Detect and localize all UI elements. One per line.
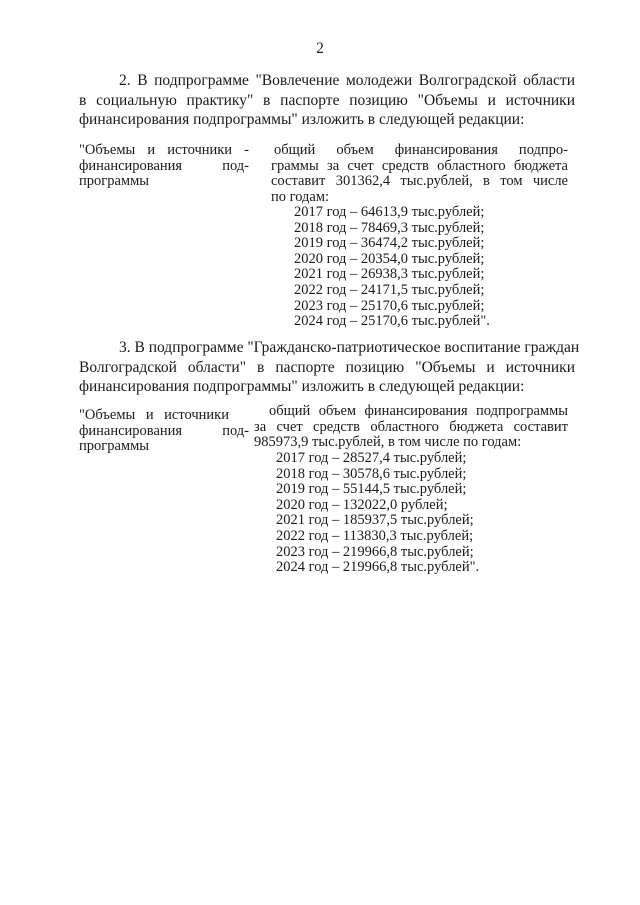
section-3-funding (254, 404, 568, 451)
year-amount: 2019 год – 55144,5 тыс.рублей; (276, 481, 467, 498)
section-2-funding-line: граммы за счет средств областного бюджета (271, 157, 568, 174)
section-2-funding (271, 143, 568, 205)
section-3-intro (79, 338, 580, 397)
section-2-funding-line: по годам: (271, 188, 330, 205)
year-amount: 2021 год – 26938,3 тыс.рублей; (294, 266, 485, 283)
year-amount: 2018 год – 78469,3 тыс.рублей; (294, 219, 485, 236)
year-amount: 2019 год – 36474,2 тыс.рублей; (294, 235, 485, 252)
section-3-years (276, 451, 566, 576)
section-3-label (79, 408, 249, 455)
year-amount: 2020 год – 132022,0 рублей; (276, 496, 448, 513)
section-3-funding-line: 985973,9 тыс.рублей, в том числе по годам: (254, 434, 522, 451)
section-2-intro-line: финансирования подпрограммы" изложить в следующей редакции: (79, 111, 525, 129)
section-2-intro-line: 2. В подпрограмме "Вовлечение молодежи Волгоградской области (119, 72, 575, 89)
section-3-funding-line: за счет средств областного бюджета составит (254, 418, 568, 435)
section-2-years (294, 205, 574, 330)
year-amount: 2022 год – 24171,5 тыс.рублей; (294, 281, 485, 298)
section-2-label-line: финансирования под- (79, 157, 249, 174)
section-2-intro (79, 71, 575, 130)
year-amount: 2024 год – 25170,6 тыс.рублей". (294, 313, 490, 330)
year-amount: 2017 год – 64613,9 тыс.рублей; (294, 204, 485, 220)
year-amount: 2023 год – 219966,8 тыс.рублей; (276, 543, 474, 560)
section-3-label-line: "Объемы и источники (79, 407, 229, 423)
section-3-intro-line: 3. В подпрограмме "Гражданско-патриотическое воспитание граждан (119, 339, 580, 356)
year-amount: 2018 год – 30578,6 тыс.рублей; (276, 465, 467, 482)
section-2-label (79, 143, 249, 190)
section-3-label-line: финансирования под- (79, 422, 249, 439)
section-2-funding-line: общий объем финансирования подпро- (274, 142, 568, 158)
section-3-intro-line: Волгоградской области" в паспорте позицию "Объемы и источники (79, 358, 575, 376)
section-2-intro-line: в социальную практику" в паспорте позицию "Объемы и источники (79, 91, 575, 109)
section-3-intro-line: финансирования подпрограммы" изложить в следующей редакции: (79, 378, 525, 396)
year-amount: 2021 год – 185937,5 тыс.рублей; (276, 512, 474, 529)
section-2-funding-line: составит 301362,4 тыс.рублей, в том числе (271, 173, 568, 190)
page-number: 2 (316, 40, 324, 57)
section-2-label-line: "Объемы и источники - (79, 142, 249, 158)
section-2-label-line: программы (79, 173, 149, 190)
section-3-label-line: программы (79, 438, 149, 455)
year-amount: 2017 год – 28527,4 тыс.рублей; (276, 450, 467, 466)
year-amount: 2022 год – 113830,3 тыс.рублей; (276, 527, 474, 544)
year-amount: 2024 год – 219966,8 тыс.рублей". (276, 559, 480, 576)
year-amount: 2023 год – 25170,6 тыс.рублей; (294, 297, 485, 314)
year-amount: 2020 год – 20354,0 тыс.рублей; (294, 250, 485, 267)
section-3-funding-line: общий объем финансирования подпрограммы (269, 403, 568, 419)
